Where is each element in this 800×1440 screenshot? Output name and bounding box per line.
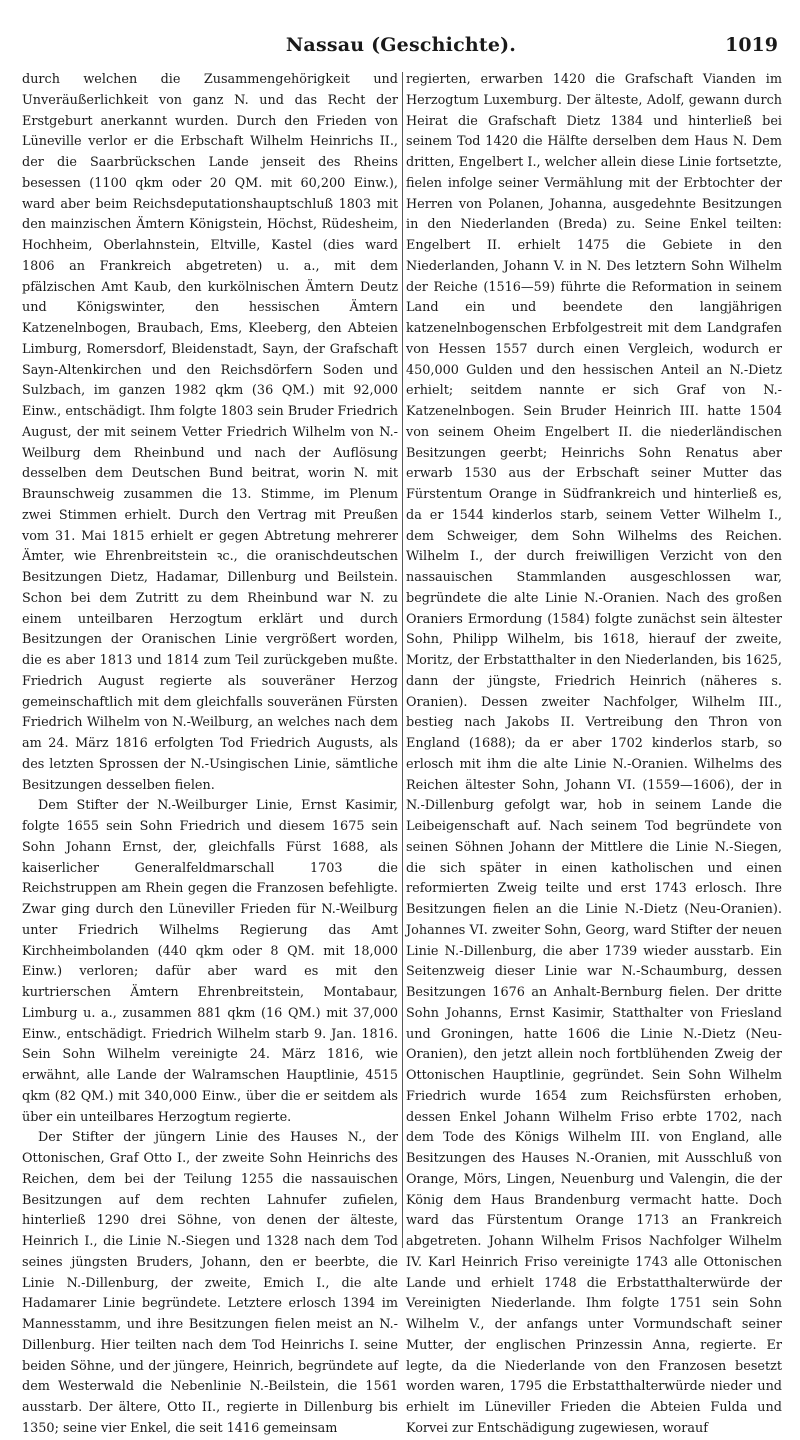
paragraph: durch welchen die Zusammengehörigkeit und Unveräußerlichkeit von ganz N. und das Recht der Erstgeburt anerkannt wurden. Durch den Frieden von Lüneville verlor er die Erbschaft Wilhelm Heinrichs II., der die Saarbrückschen Lande jenseit des Rheins besessen (1100 qkm oder 20 QM. mit 60,200 Einw.), ward aber beim Reichsdeputationshauptschluß 1803 mit den mainzischen Ämtern Königstein, Höchst, Rüdesheim, Hochheim, Oberlahnstein, Eltville, Kastel (dies ward 1806 an Frankreich abgetreten) u. a., mit dem pfälzischen Amt Kaub, den kurkölnischen Ämtern Deutz und Königswinter, den hessischen Ämtern Katzenelnbogen, Braubach, Ems, Kleeberg, den Abteien Limburg, Romersdorf, Bleidenstadt, Sayn, der Grafschaft Sayn-Altenkirchen und den Reichsdörfern Soden und Sulzbach, im ganzen 1982 qkm (36 QM.) mit 92,000 Einw., entschädigt. Ihm folgte 1803 sein Bruder Friedrich August, der mit seinem Vetter Friedrich Wilhelm von N.-Weilburg dem Rheinbund und nach der Auflösung desselben dem Deutschen Bund beitrat, worin N. mit Braunschweig zusammen die 13. Stimme, im Plenum zwei Stimmen erhielt. Durch den Vertrag mit Preußen vom 31. Mai 1815 erhielt er gegen Abtretung mehrerer Ämter, wie Ehrenbreitstein ꝛc., die oranischdeutschen Besitzungen Dietz, Hadamar, Dillenburg und Beilstein. Schon bei dem Zutritt zu dem Rheinbund war N. zu einem unteilbaren Herzogtum erklärt und durch Besitzungen der Oranischen Linie vergrößert worden, die es aber 1813 und 1814 zum Teil zurückgeben mußte. Friedrich August regierte als souveräner Herzog gemeinschaftlich mit dem gleichfalls souveränen Fürsten Friedrich Wilhelm von N.-Weilburg, an welches nach dem am 24. März 1816 erfolgten Tod Friedrich Augusts, als des letzten Sprossen der N.-Usingischen Linie, sämtliche Besitzungen desselben fielen. bbox=[22, 72, 399, 793]
right-column bbox=[406, 70, 782, 1436]
paragraph: regierten, erwarben 1420 die Grafschaft Vianden im Herzogtum Luxemburg. Der älteste, Adolf, gewann durch Heirat die Grafschaft Dietz 1384 und hinterließ bei seinem Tod 1420 die Hälfte derselben dem Haus N. Dem dritten, Engelbert I., welcher allein diese Linie fortsetzte, fielen infolge seiner Vermählung mit der Erbtochter der Herren von Polanen, Johanna, ausgedehnte Besitzungen in den Niederlanden (Breda) zu. Seine Enkel teilten: Engelbert II. erhielt 1475 die Gebiete in den Niederlanden, Johann V. in N. Des letztern Sohn Wilhelm der Reiche (1516—59) führte die Reformation in seinem Land ein und beendete den langjährigen katzenelnbogenschen Erbfolgestreit mit dem Landgrafen von Hessen 1557 durch einen Vergleich, wodurch er 450,000 Gulden und den hessischen Anteil an N.-Dietz erhielt; seitdem nannte er sich Graf von N.-Katzenelnbogen. Sein Bruder Heinrich III. hatte 1504 von seinem Oheim Engelbert II. die niederländischen Besitzungen geerbt; Heinrichs Sohn Renatus aber erwarb 1530 aus der Erbschaft seiner Mutter das Fürstentum Orange in Südfrankreich und hinterließ es, da er 1544 kinderlos starb, seinem Vetter Wilhelm I., dem Schweiger, dem Sohn Wilhelms des Reichen. Wilhelm I., der durch freiwilligen Verzicht von den nassauischen Stammlanden ausgeschlossen war, begründete die alte Linie N.-Oranien. Nach des großen Oraniers Ermordung (1584) folgte zunächst sein ältester Sohn, Philipp Wilhelm, bis 1618, hierauf der zweite, Moritz, der Erbstatthalter in den Niederlanden, bis 1625, dann der jüngste, Friedrich Heinrich (näheres s. Oranien). Dessen zweiter Nachfolger, Wilhelm III., bestieg nach Jakobs II. Vertreibung den Thron von England (1688); da er aber 1702 kinderlos starb, so erlosch mit ihm die alte Linie N.-Oranien. Wilhelms des Reichen ältester Sohn, Johann VI. (1559—1606), der in N.-Dillenburg gefolgt war, hob in seinem Lande die Leibeigenschaft auf. Nach seinem Tod begründete von seinen Söhnen Johann der Mittlere die Linie N.-Siegen, die sich später in einen katholischen und einen reformierten Zweig teilte und erst 1743 erlosch. Ihre Besitzungen fielen an die Linie N.-Dietz (Neu-Oranien). Johannes VI. zweiter Sohn, Georg, ward Stifter der neuen Linie N.-Dillenburg, die aber 1739 wieder ausstarb. Ein Seitenzweig dieser Linie war N.-Schaumburg, dessen Besitzungen 1676 an Anhalt-Bernburg fielen. Der dritte Sohn Johanns, Ernst Kasimir, Statthalter von Friesland und Groningen, hatte 1606 die Linie N.-Dietz (Neu-Oranien), den jetzt allein noch fortblühenden Zweig der Ottonischen Hauptlinie, gegründet. Sein Sohn Wilhelm Friedrich wurde 1654 zum Reichsfürsten erhoben, dessen Enkel Johann Wilhelm Friso erbte 1702, nach dem Tode des Königs Wilhelm III. von England, alle Besitzungen des Hauses N.-Oranien, mit Ausschluß von Orange, Mörs, Lingen, Neuenburg und Valengin, die der König dem Haus Brandenburg vermacht hatte. Doch ward das Fürstentum Orange 1713 an Frankreich abgetreten. Johann Wilhelm Frisos Nachfolger Wilhelm IV. Karl Heinrich Friso vereinigte 1743 alle Ottonischen Lande und erhielt 1748 die Erbstatthalterwürde der Vereinigten Niederlande. Ihm folgte 1751 sein Sohn Wilhelm V., der anfangs unter Vormundschaft seiner Mutter, der englischen Prinzessin Anna, regierte. Er legte, da die Niederlande von den Franzosen besetzt worden waren, 1795 die Erbstatthalterwürde nieder und erhielt im Lüneviller Frieden die Abteien Fulda und Korvei zur Entschädigung zugewiesen, worauf bbox=[406, 72, 782, 1436]
left-column bbox=[22, 70, 399, 1436]
paragraph: Dem Stifter der N.-Weilburger Linie, Ernst Kasimir, folgte 1655 sein Sohn Friedrich und diesem 1675 sein Sohn Johann Ernst, der, gleichfalls Fürst 1688, als kaiserlicher Generalfeldmarschall 1703 die Reichstruppen am Rhein gegen die Franzosen befehligte. Zwar ging durch den Lüneviller Frieden für N.-Weilburg unter Friedrich Wilhelms Regierung das Amt Kirchheimbolanden (440 qkm oder 8 QM. mit 18,000 Einw.) verloren; dafür aber ward es mit den kurtrierschen Ämtern Ehrenbreitstein, Montabaur, Limburg u. a., zusammen 881 qkm (16 QM.) mit 37,000 Einw., entschädigt. Friedrich Wilhelm starb 9. Jan. 1816. Sein Sohn Wilhelm vereinigte 24. März 1816, wie erwähnt, alle Lande der Walramschen Hauptlinie, 4515 qkm (82 QM.) mit 340,000 Einw., über die er seitdem als über ein unteilbares Herzogtum regierte. bbox=[22, 798, 398, 1125]
paragraph: Der Stifter der jüngern Linie des Hauses N., der Ottonischen, Graf Otto I., der zweite Sohn Heinrichs des Reichen, dem bei der Teilung 1255 die nassauischen Besitzungen auf dem rechten Lahnufer zufielen, hinterließ 1290 drei Söhne, von denen der älteste, Heinrich I., die Linie N.-Siegen und 1328 nach dem Tod seines jüngsten Bruders, Johann, den er beerbte, die Linie N.-Dillenburg, der zweite, Emich I., die alte Hadamarer Linie begründete. Letztere erlosch 1394 im Mannesstamm, und ihre Besitzungen fielen meist an N.-Dillenburg. Hier teilten nach dem Tod Heinrichs I. seine beiden Söhne, und der jüngere, Heinrich, begründete auf dem Westerwald die Nebenlinie N.-Beilstein, die 1561 ausstarb. Der ältere, Otto II., regierte in Dillenburg bis 1350; seine vier Enkel, die seit 1416 gemeinsam bbox=[22, 1130, 398, 1436]
page-header bbox=[24, 34, 778, 64]
column-divider bbox=[402, 72, 403, 1248]
text-columns bbox=[22, 70, 782, 1436]
running-head: Nassau (Geschichte). bbox=[285, 34, 517, 56]
page-number: 1019 bbox=[725, 34, 778, 56]
